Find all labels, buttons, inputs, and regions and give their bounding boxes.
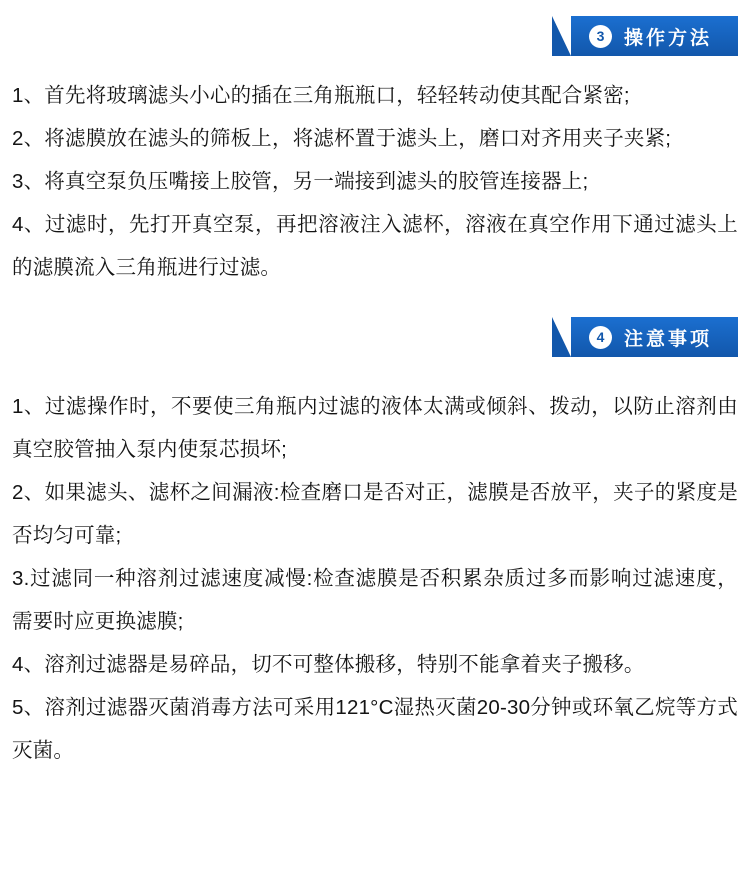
section-title-operation-method: 操作方法 [623, 27, 712, 49]
section-header-operation-method [0, 16, 750, 56]
section-banner-precautions [571, 317, 738, 357]
section-number-badge: 3 [589, 25, 612, 48]
precautions-list [12, 385, 738, 772]
section-header-precautions [0, 317, 750, 357]
list-item: 1、首先将玻璃滤头小心的插在三角瓶瓶口，轻轻转动使其配合紧密; [12, 84, 630, 107]
list-item: 3.过滤同一种溶剂过滤速度减慢:检查滤膜是否积累杂质过多而影响过滤速度，需要时应更换滤膜; [12, 567, 738, 633]
list-item: 1、过滤操作时，不要使三角瓶内过滤的液体太满或倾斜、拨动，以防止溶剂由真空胶管抽入泵内使泵芯损坏; [12, 395, 738, 461]
list-item: 5、溶剂过滤器灭菌消毒方法可采用121°C湿热灭菌20-30分钟或环氧乙烷等方式灭菌。 [12, 696, 738, 762]
list-item: 2、将滤膜放在滤头的筛板上，将滤杯置于滤头上，磨口对齐用夹子夹紧; [12, 127, 672, 150]
section-banner-operation-method [571, 16, 738, 56]
banner-row-precautions [12, 317, 738, 357]
banner-row-operation-method [12, 16, 738, 56]
document-page [0, 16, 750, 880]
section-title-precautions: 注意事项 [623, 328, 712, 350]
section-number-badge: 4 [589, 326, 612, 349]
list-item: 2、如果滤头、滤杯之间漏液:检查磨口是否对正，滤膜是否放平，夹子的紧度是否均匀可靠; [12, 481, 738, 547]
list-item: 3、将真空泵负压嘴接上胶管，另一端接到滤头的胶管连接器上; [12, 170, 589, 193]
list-item: 4、溶剂过滤器是易碎品，切不可整体搬移，特别不能拿着夹子搬移。 [12, 653, 645, 676]
operation-method-list [12, 74, 738, 289]
section-body-precautions [0, 385, 750, 772]
list-item: 4、过滤时，先打开真空泵，再把溶液注入滤杯，溶液在真空作用下通过滤头上的滤膜流入三角瓶进行过滤。 [12, 213, 738, 279]
section-body-operation-method [0, 74, 750, 289]
